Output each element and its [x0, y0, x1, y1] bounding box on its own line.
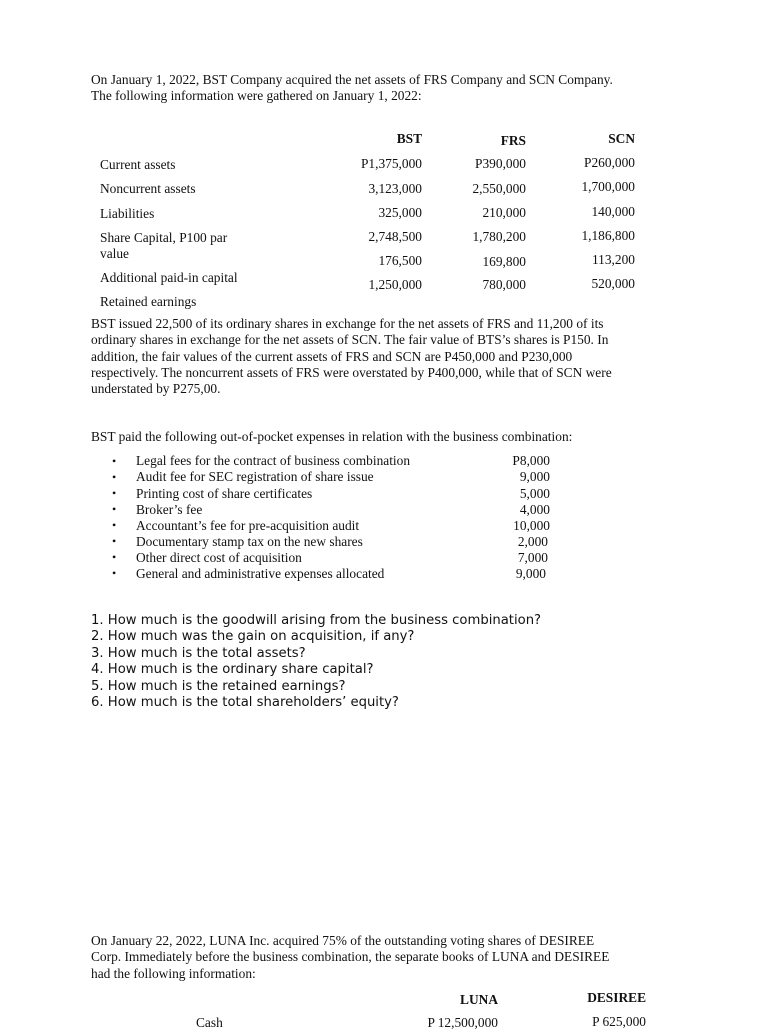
question-item: 6. How much is the total shareholders’ equity?: [91, 695, 399, 711]
intro-line: had the following information:: [91, 965, 256, 981]
row-label: Share Capital, P100 par: [100, 230, 228, 245]
expense-amount: 7,000: [517, 550, 548, 565]
row-label: Retained earnings: [100, 294, 197, 309]
table-cell: 210,000: [482, 205, 526, 220]
table-cell: 1,186,800: [581, 228, 635, 243]
column-header-desiree: DESIREE: [587, 990, 646, 1005]
table-cell: P 625,000: [592, 1014, 646, 1029]
bullet-icon: •: [112, 566, 117, 580]
question-item: 4. How much is the ordinary share capital?: [91, 662, 374, 678]
expense-amount: 10,000: [513, 518, 550, 533]
expenses-intro: BST paid the following out-of-pocket expenses in relation with the business combination:: [91, 429, 573, 444]
table-cell: 520,000: [591, 276, 635, 291]
table-cell: 169,800: [482, 254, 526, 269]
table-cell: 1,780,200: [472, 229, 526, 244]
expense-label: Printing cost of share certificates: [136, 486, 313, 501]
question-item: 3. How much is the total assets?: [91, 645, 306, 661]
details-line: respectively. The noncurrent assets of FRS were overstated by P400,000, while that of SCN were: [91, 364, 612, 380]
questions-list: [91, 613, 691, 711]
expense-label: Documentary stamp tax on the new shares: [136, 534, 363, 549]
bullet-icon: •: [112, 502, 117, 516]
table-cell: P390,000: [475, 156, 526, 171]
expense-label: Accountant’s fee for pre-acquisition audit: [136, 518, 360, 533]
column-header-luna: LUNA: [460, 992, 498, 1007]
expense-label: General and administrative expenses allocated: [136, 566, 385, 581]
details-line: BST issued 22,500 of its ordinary shares in exchange for the net assets of FRS and 11,200 of its: [91, 316, 604, 331]
bullet-icon: •: [112, 454, 117, 468]
table-cell: 325,000: [378, 205, 422, 220]
table-cell: 780,000: [482, 277, 526, 292]
expense-label: Legal fees for the contract of business combination: [136, 453, 411, 468]
question-item: 5. How much is the retained earnings?: [91, 678, 346, 694]
row-label: Liabilities: [100, 206, 155, 221]
row-label: value: [100, 246, 129, 261]
bullet-icon: •: [112, 486, 117, 500]
expense-amount: 9,000: [515, 566, 546, 581]
table-cell: 140,000: [591, 204, 635, 219]
expense-label: Audit fee for SEC registration of share issue: [136, 469, 374, 484]
bullet-icon: •: [112, 550, 117, 564]
table-cell: 2,550,000: [472, 181, 526, 196]
column-header-frs: FRS: [500, 133, 526, 148]
table-cell: 176,500: [378, 253, 422, 268]
row-label: Noncurrent assets: [100, 181, 196, 196]
question-item: 2. How much was the gain on acquisition, if any?: [91, 629, 415, 645]
table-cell: 3,123,000: [368, 181, 422, 196]
problem1-details: [91, 316, 691, 397]
question-item: 1. How much is the goodwill arising from the business combination?: [91, 613, 542, 628]
expense-amount: 4,000: [519, 502, 550, 517]
table-cell: P260,000: [584, 155, 635, 170]
intro-line: The following information were gathered on January 1, 2022:: [91, 88, 422, 104]
expense-label: Broker’s fee: [136, 502, 203, 517]
details-line: addition, the fair values of the current assets of FRS and SCN are P450,000 and P230,000: [91, 348, 573, 364]
expense-amount: 2,000: [517, 534, 548, 549]
column-header-scn: SCN: [608, 131, 635, 146]
expense-amount: P8,000: [512, 453, 550, 468]
intro-line: On January 22, 2022, LUNA Inc. acquired 75% of the outstanding voting shares of DESIREE: [91, 933, 595, 948]
expense-label: Other direct cost of acquisition: [136, 550, 302, 565]
bullet-icon: •: [112, 534, 117, 548]
table-cell: 113,200: [591, 252, 635, 267]
table-cell: 1,250,000: [368, 277, 422, 292]
row-label: Additional paid-in capital: [100, 270, 238, 285]
table-cell: P1,375,000: [360, 156, 422, 171]
details-line: understated by P275,00.: [91, 381, 221, 397]
problem1-intro: [91, 72, 691, 105]
bullet-icon: •: [112, 470, 117, 484]
bullet-icon: •: [112, 518, 117, 532]
row-label: Current assets: [100, 157, 176, 172]
table-cell: 1,700,000: [581, 179, 635, 194]
expense-amount: 9,000: [519, 469, 550, 484]
problem2-intro: [91, 933, 691, 982]
intro-line: Corp. Immediately before the business combination, the separate books of LUNA and DESIREE: [91, 949, 610, 965]
column-header-bst: BST: [396, 131, 422, 146]
row-label: Cash: [196, 1015, 223, 1030]
expense-amount: 5,000: [519, 486, 550, 501]
intro-line: On January 1, 2022, BST Company acquired the net assets of FRS Company and SCN Company.: [91, 72, 613, 87]
table-cell: P 12,500,000: [427, 1015, 498, 1030]
table-cell: 2,748,500: [368, 229, 422, 244]
details-line: ordinary shares in exchange for the net assets of SCN. The fair value of BTS’s shares is P150. In: [91, 332, 609, 348]
